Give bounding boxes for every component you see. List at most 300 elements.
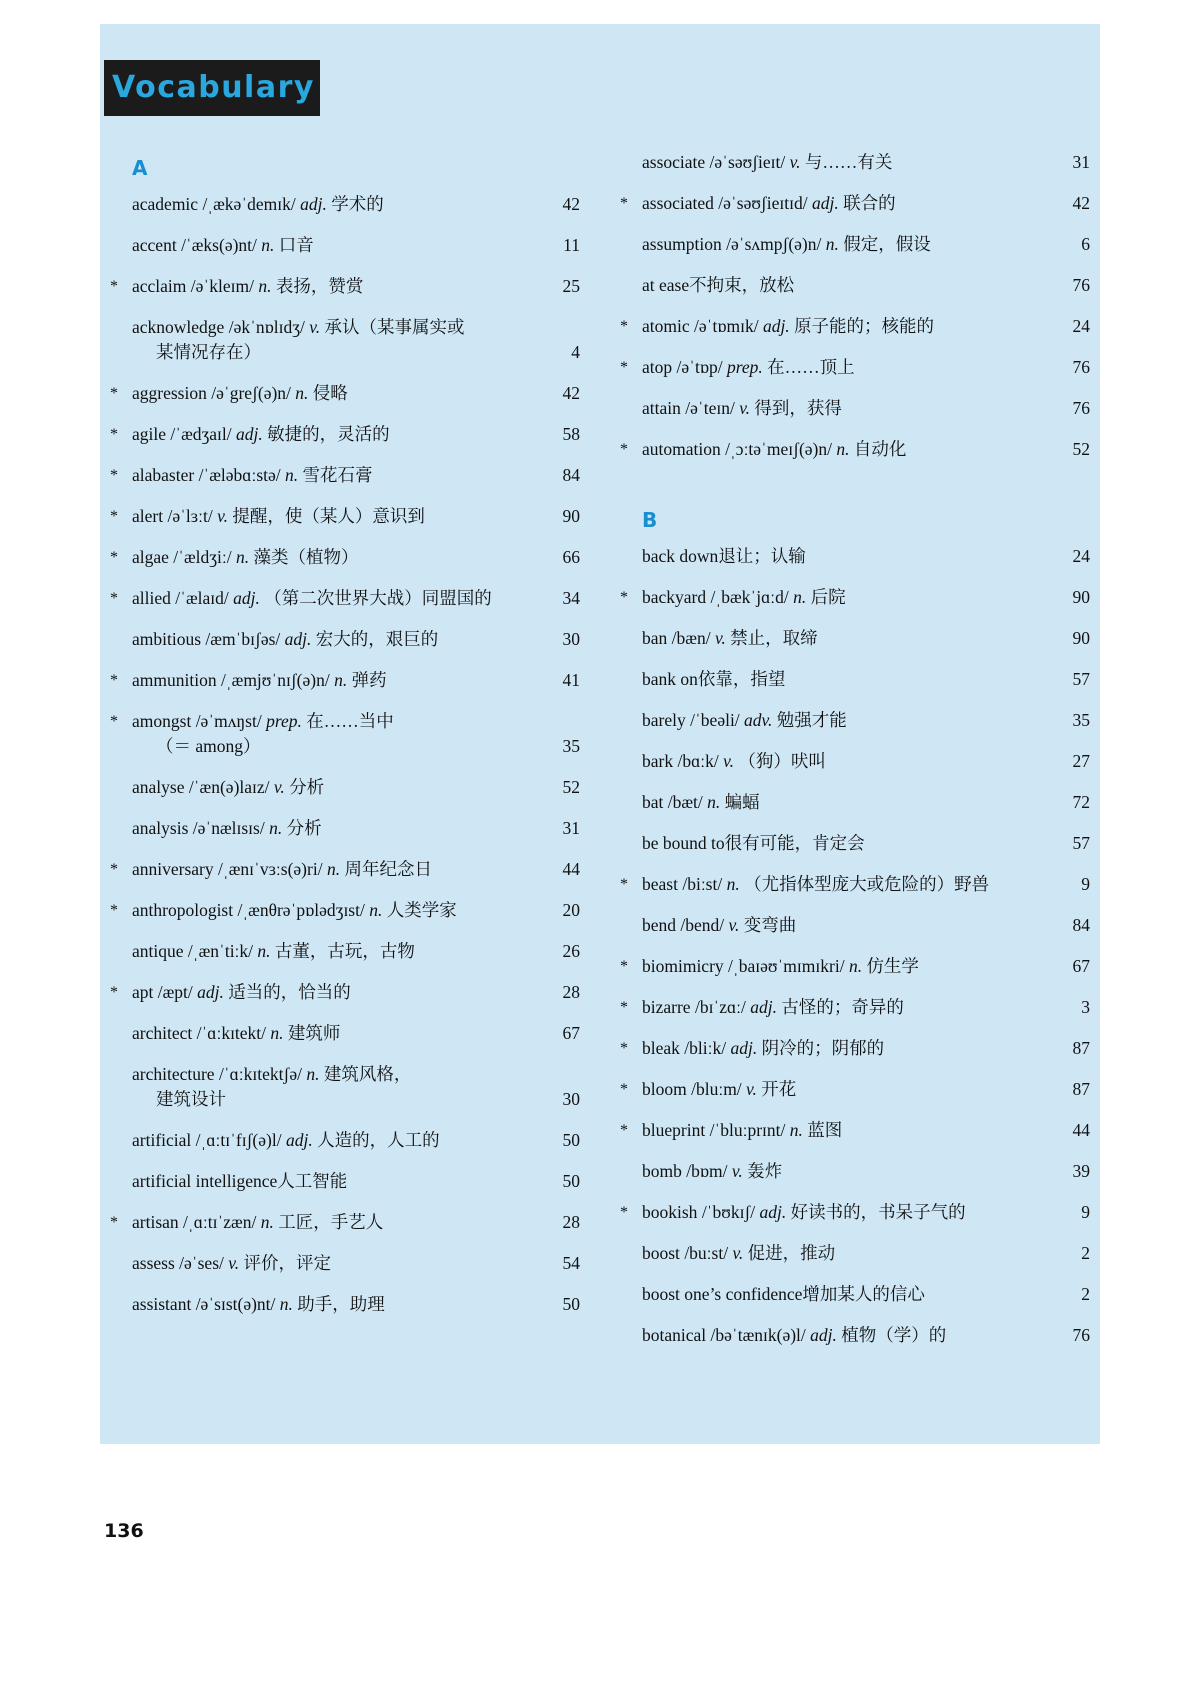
entry-phonetic: /bɒm/ [681,1161,728,1181]
entry-word: boost [642,1243,680,1263]
entry-body [634,708,1054,733]
entry-part-of-speech: n. [280,465,299,485]
entry-gloss: 宏大的，艰巨的 [311,629,439,649]
star-marker-icon: * [110,861,118,878]
vocabulary-entry [620,437,1090,462]
entry-body [124,586,544,611]
entry-phonetic: /ˈæks(ə)nt/ [176,235,257,255]
vocabulary-entry [620,150,1090,175]
entry-body [634,667,1054,692]
entry-gloss: （狗）吠叫 [733,751,826,771]
entry-part-of-speech: n. [301,1064,320,1084]
entry-body [124,709,544,759]
entry-gloss: 轰炸 [742,1161,783,1181]
vocabulary-entry [620,1282,1090,1307]
star-marker-icon: * [110,426,118,443]
entry-phonetic: /ˈbeəli/ [685,710,740,730]
entry-page-number: 52 [1072,439,1090,459]
entry-word: agile [132,424,167,444]
entry-word: at ease [642,275,690,295]
entry-word: botanical [642,1325,707,1345]
star-marker-icon: * [620,318,628,335]
entry-part-of-speech: v. [728,1243,744,1263]
vocabulary-entry [620,191,1090,216]
entry-body [634,396,1054,421]
entry-gloss: 雪花石膏 [298,465,373,485]
entry-phonetic: /əˈteɪn/ [680,398,735,418]
vocabulary-entry [620,585,1090,610]
entry-page-number: 67 [562,1023,580,1043]
entry-body [634,1077,1054,1102]
entry-word: analysis [132,818,189,838]
star-marker-icon: * [110,467,118,484]
entry-page-number: 44 [1072,1120,1090,1140]
entry-body [124,233,544,258]
entry-gloss: 退让；认输 [718,546,806,566]
vocabulary-entry [110,545,580,570]
entry-body [634,1282,1054,1307]
entry-part-of-speech: v. [734,398,751,418]
star-marker-icon: * [620,441,628,458]
entry-part-of-speech: adj. [192,982,224,1002]
entry-page-number: 39 [1072,1161,1090,1181]
entry-gloss: 促进，推动 [743,1243,836,1263]
vocabulary-entry [620,1159,1090,1184]
entry-body [124,816,544,841]
entry-part-of-speech: adj. [281,1130,313,1150]
star-marker-icon: * [620,1081,628,1098]
entry-page-number: 2 [1081,1243,1090,1263]
entry-gloss: 分析 [284,777,325,797]
entry-page-number: 57 [1072,833,1090,853]
entry-part-of-speech: v. [785,152,801,172]
entry-body [634,314,1054,339]
entry-body [634,1323,1054,1348]
entry-gloss: 学术的 [326,194,384,214]
entry-word: bizarre [642,997,691,1017]
entry-phonetic: /bend/ [676,915,725,935]
vocabulary-entry [110,381,580,406]
entry-gloss: 变弯曲 [739,915,797,935]
vocabulary-entry [620,913,1090,938]
star-marker-icon: * [620,958,628,975]
entry-body [634,1241,1054,1266]
entry-gloss-continued: 建筑设计 [156,1089,226,1109]
star-marker-icon: * [110,508,118,525]
entry-word: algae [132,547,169,567]
entry-part-of-speech: v. [212,506,228,526]
entry-phonetic: /ˈæn(ə)laɪz/ [184,777,270,797]
entry-phonetic: /bliːk/ [679,1038,727,1058]
entry-word: blueprint [642,1120,706,1140]
entry-part-of-speech: prep. [261,711,302,731]
entry-gloss: 弹药 [347,670,387,690]
entry-word: apt [132,982,154,1002]
entry-word: ban [642,628,668,648]
entry-gloss: 开花 [756,1079,797,1099]
vocabulary-entry [110,586,580,611]
entry-part-of-speech: n. [722,874,740,894]
entry-body [124,627,544,652]
entry-page-number: 28 [562,1212,580,1232]
entry-phonetic: /bɪˈzɑː/ [690,997,746,1017]
entry-gloss: 工匠，手艺人 [273,1212,384,1232]
entry-phonetic: /ˈædʒaɪl/ [166,424,232,444]
star-marker-icon: * [110,902,118,919]
entry-part-of-speech: v. [727,1161,743,1181]
entry-page-number: 54 [562,1253,580,1273]
entry-phonetic: /əkˈnɒlɪdʒ/ [224,317,305,337]
vocabulary-entry [620,273,1090,298]
entry-word: analyse [132,777,185,797]
star-marker-icon: * [620,359,628,376]
entry-page-number: 34 [562,588,580,608]
entry-page-number: 24 [1072,546,1090,566]
entry-page-number: 26 [562,941,580,961]
entry-gloss: 承认（某事属实或 [320,317,465,337]
entry-word: artificial intelligence [132,1171,278,1191]
vocabulary-entry [620,790,1090,815]
entry-page-number: 44 [562,859,580,879]
entry-phonetic: /əˈtɒp/ [672,357,723,377]
entry-page-number: 42 [1072,193,1090,213]
entry-word: ammunition [132,670,217,690]
entry-body [634,150,1054,175]
entry-body [634,355,1054,380]
entry-phonetic: /ˈældʒiː/ [168,547,232,567]
vocabulary-entry [620,232,1090,257]
entry-body [124,1210,544,1235]
entry-word: bank on [642,669,698,689]
entry-page-number: 27 [1072,751,1090,771]
entry-gloss: 表扬，赞赏 [271,276,364,296]
star-marker-icon: * [110,385,118,402]
entry-page-number: 90 [1072,628,1090,648]
entry-part-of-speech: n. [290,383,309,403]
entry-phonetic: /ˌænɪˈvɜːs(ə)ri/ [213,859,323,879]
vocabulary-entry [110,422,580,447]
vocabulary-entry [620,1118,1090,1143]
entry-word: beast [642,874,678,894]
entry-phonetic: /ˈæləbɑːstə/ [194,465,281,485]
vocabulary-entry [620,995,1090,1020]
entry-page-number: 72 [1072,792,1090,812]
entry-page-number: 52 [562,777,580,797]
vocabulary-entry [620,396,1090,421]
entry-page-number: 11 [563,235,580,255]
entry-word: barely [642,710,686,730]
entry-part-of-speech: n. [844,956,863,976]
entry-part-of-speech: v. [718,751,734,771]
vocabulary-entry [620,1036,1090,1061]
entry-word: amongst [132,711,192,731]
entry-list-left [110,192,580,1317]
letter-heading-a: A [132,156,148,180]
entry-gloss: （第二次世界大战）同盟国的 [259,588,492,608]
star-marker-icon: * [110,713,118,730]
entry-body [124,775,544,800]
star-marker-icon: * [620,1122,628,1139]
star-marker-icon: * [620,589,628,606]
entry-body [634,626,1054,651]
page-title: Vocabulary [112,70,315,105]
entry-body [634,995,1054,1020]
entry-body [634,954,1054,979]
vocabulary-entry [110,463,580,488]
entry-gloss: 仿生学 [862,956,919,976]
entry-word: bend [642,915,677,935]
entry-word: assistant [132,1294,192,1314]
entry-gloss: 适当的，恰当的 [223,982,351,1002]
entry-page-number: 4 [571,342,580,362]
entry-page-number: 57 [1072,669,1090,689]
entry-word: anniversary [132,859,214,879]
star-marker-icon: * [110,1214,118,1231]
entry-gloss: 蓝图 [802,1120,843,1140]
entry-word: acclaim [132,276,187,296]
entry-word: boost one’s confidence [642,1284,803,1304]
entry-word: bat [642,792,664,812]
entry-body [124,504,544,529]
entry-part-of-speech: n. [266,1023,284,1043]
entry-gloss: 侵略 [308,383,348,403]
letter-heading-b: B [642,508,658,532]
entry-part-of-speech: n. [253,941,271,961]
entry-word: backyard [642,587,707,607]
entry-phonetic: /əˈlɜːt/ [163,506,213,526]
vocabulary-entry [110,709,580,759]
entry-body [634,273,1054,298]
entry-gloss: 助手，助理 [292,1294,385,1314]
vocabulary-entry [110,980,580,1005]
entry-page-number: 25 [562,276,580,296]
entry-body [634,1159,1054,1184]
entry-body [124,939,544,964]
entry-gloss: 联合的 [838,193,896,213]
entry-body [634,232,1054,257]
entry-gloss: 周年纪念日 [340,859,432,879]
entry-gloss: 古董，古玩，古物 [270,941,415,961]
entry-part-of-speech: n. [702,792,721,812]
entry-gloss: 好读书的，书呆子气的 [786,1202,966,1222]
vocabulary-entry [110,1128,580,1153]
entry-body [634,1200,1054,1225]
vocabulary-entry [110,315,580,365]
entry-word: bomb [642,1161,682,1181]
entry-body [124,1169,544,1194]
entry-page-number: 31 [1072,152,1090,172]
star-marker-icon: * [110,984,118,1001]
entry-part-of-speech: v. [741,1079,757,1099]
entry-body [634,544,1054,569]
entry-phonetic: /bluːm/ [686,1079,742,1099]
vocabulary-entry [110,668,580,693]
entry-page-number: 24 [1072,316,1090,336]
entry-word: bark [642,751,674,771]
entry-phonetic: /biːst/ [677,874,723,894]
entry-phonetic: /ˌɑːtɪˈzæn/ [178,1212,257,1232]
entry-gloss: 提醒，使（某人）意识到 [227,506,425,526]
entry-gloss-continued: 某情况存在） [156,342,261,362]
entry-phonetic: /æpt/ [153,982,193,1002]
entry-word: attain [642,398,681,418]
entry-word: bookish [642,1202,698,1222]
entry-page-number: 2 [1081,1284,1090,1304]
entry-page-number: 67 [1072,956,1090,976]
entry-page-number: 66 [562,547,580,567]
star-marker-icon: * [110,590,118,607]
entry-gloss: 建筑师 [283,1023,341,1043]
entry-part-of-speech: n. [785,1120,803,1140]
entry-gloss-continued: （＝ among） [156,736,261,756]
entry-gloss: 人类学家 [382,900,457,920]
entry-phonetic: /ˌænθrəˈpɒlədʒɪst/ [233,900,365,920]
entry-word: acknowledge [132,317,225,337]
vocabulary-entry [110,233,580,258]
entry-phonetic: /əˈsəʊʃieɪtɪd/ [713,193,808,213]
entry-word: aggression [132,383,207,403]
entry-word: associated [642,193,714,213]
entry-page-number: 87 [1072,1079,1090,1099]
entry-word: atomic [642,316,690,336]
entry-body [634,1036,1054,1061]
entry-page-number: 90 [1072,587,1090,607]
entry-phonetic: /əˈnælɪsɪs/ [188,818,265,838]
entry-part-of-speech: n. [275,1294,293,1314]
entry-phonetic: /əˈsɪst(ə)nt/ [191,1294,276,1314]
entry-word: antique [132,941,184,961]
vocabulary-entry [620,708,1090,733]
entry-body [634,831,1054,856]
star-marker-icon: * [620,876,628,893]
entry-gloss: 人造的，人工的 [312,1130,440,1150]
entry-page-number: 3 [1081,997,1090,1017]
vocabulary-entry [110,1292,580,1317]
entry-body [124,1062,544,1112]
entry-part-of-speech: adj. [745,997,778,1017]
entry-page-number: 50 [562,1171,580,1191]
entry-word: alabaster [132,465,195,485]
entry-body [124,274,544,299]
entry-word: atop [642,357,673,377]
entry-part-of-speech: v. [223,1253,240,1273]
entry-phonetic: /ˈɑːkɪtekt/ [192,1023,267,1043]
entry-gloss: 人工智能 [277,1171,348,1191]
entry-page-number: 41 [562,670,580,690]
entry-gloss: 后院 [806,587,846,607]
entry-gloss: 勉强才能 [772,710,847,730]
entry-body [124,545,544,570]
vocabulary-entry [110,274,580,299]
entry-word: associate [642,152,706,172]
entry-phonetic: /æmˈbɪʃəs/ [201,629,281,649]
entry-gloss: 蝙蝠 [720,792,760,812]
star-marker-icon: * [110,549,118,566]
entry-body [124,1128,544,1153]
entry-phonetic: /əˈgreʃ(ə)n/ [206,383,291,403]
entry-body [634,790,1054,815]
entry-part-of-speech: adv. [739,710,773,730]
entry-page-number: 35 [562,736,580,756]
entry-page-number: 42 [562,194,580,214]
entry-page-number: 76 [1072,1325,1090,1345]
vocabulary-entry [110,1021,580,1046]
entry-gloss: 很有可能，肯定会 [724,833,865,853]
entry-word: bleak [642,1038,680,1058]
entry-gloss: 与……有关 [800,152,893,172]
entry-gloss: 口音 [274,235,314,255]
star-marker-icon: * [620,999,628,1016]
entry-page-number: 84 [1072,915,1090,935]
entry-part-of-speech: adj. [805,1325,837,1345]
entry-body [124,1292,544,1317]
entry-body [124,381,544,406]
entry-body [634,437,1054,462]
entry-list-right-b [620,544,1090,1348]
entry-phonetic: /ˈbʊkɪʃ/ [697,1202,756,1222]
entry-gloss: 分析 [282,818,322,838]
entry-page-number: 6 [1081,234,1090,254]
entry-word: assumption [642,234,722,254]
entry-page-number: 50 [562,1130,580,1150]
entry-page-number: 84 [562,465,580,485]
entry-word: artisan [132,1212,179,1232]
vocabulary-entry [110,627,580,652]
entry-page-number: 28 [562,982,580,1002]
entry-word: automation [642,439,721,459]
entry-body [124,668,544,693]
entry-part-of-speech: n. [788,587,807,607]
entry-part-of-speech: n. [231,547,250,567]
vocabulary-entry [110,1062,580,1112]
entry-word: alert [132,506,164,526]
entry-page-number: 50 [562,1294,580,1314]
star-marker-icon: * [620,195,628,212]
vocabulary-entry [620,626,1090,651]
entry-phonetic: /ˈɑːkɪtektʃə/ [214,1064,302,1084]
entry-part-of-speech: n. [256,235,275,255]
entry-gloss: 建筑风格， [319,1064,412,1084]
vocabulary-entry [620,831,1090,856]
entry-word: artificial [132,1130,192,1150]
entry-phonetic: /ˌækəˈdemɪk/ [198,194,296,214]
entry-gloss: 阴冷的；阴郁的 [757,1038,885,1058]
page-number: 136 [104,1520,144,1542]
entry-body [634,749,1054,774]
entry-phonetic: /əˈtɒmɪk/ [689,316,759,336]
vocabulary-columns [100,150,1100,1364]
vocabulary-entry [110,939,580,964]
entry-part-of-speech: adj. [231,424,263,444]
vocabulary-entry [620,749,1090,774]
entry-page-number: 30 [562,629,580,649]
entry-part-of-speech: adj. [807,193,839,213]
entry-body [124,1021,544,1046]
vocabulary-entry [110,857,580,882]
entry-phonetic: /ˌɑːtɪˈfɪʃ(ə)l/ [191,1130,282,1150]
entry-page-number: 31 [562,818,580,838]
entry-part-of-speech: adj. [280,629,312,649]
vocabulary-entry [110,816,580,841]
entry-page-number: 76 [1072,398,1090,418]
entry-part-of-speech: n. [821,234,839,254]
entry-body [124,422,544,447]
entry-body [634,585,1054,610]
entry-body [634,191,1054,216]
entry-word: bloom [642,1079,687,1099]
vocabulary-entry [620,1200,1090,1225]
entry-gloss: 禁止，取缔 [725,628,818,648]
